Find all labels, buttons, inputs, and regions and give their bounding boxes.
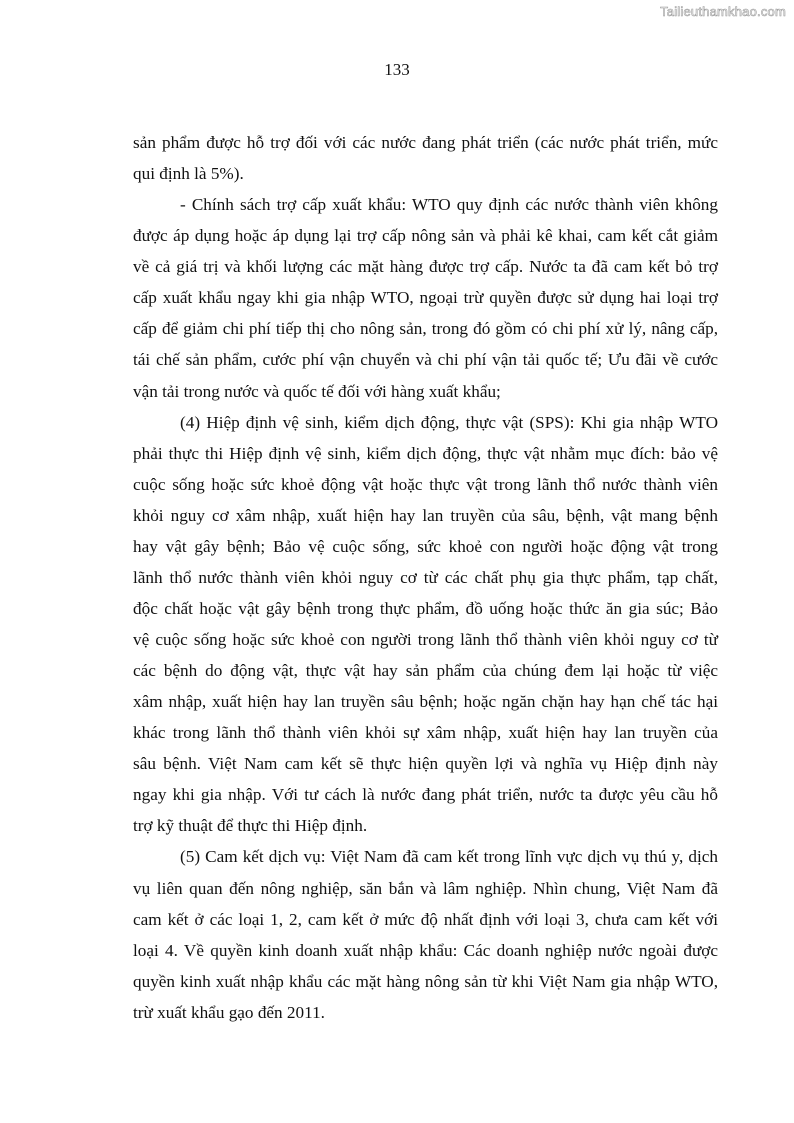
line-text: được áp dụng hoặc áp dụng lại trợ cấp nông sản và phải kê khai, cam kết cắt giảm	[133, 226, 718, 246]
line-text: độc chất hoặc vật gây bệnh trong thực phẩm, đồ uống hoặc thức ăn gia súc; Bảo	[133, 598, 718, 618]
text-line	[133, 907, 718, 938]
line-text: cuộc sống hoặc sức khoẻ động vật hoặc thực vật trong lãnh thổ nước thành viên	[133, 474, 718, 494]
text-line	[133, 565, 718, 596]
text-line	[133, 876, 718, 907]
line-text: qui định là 5%).	[133, 164, 244, 184]
line-text: các bệnh do động vật, thực vật hay sản phẩm của chúng đem lại hoặc từ việc	[133, 661, 718, 681]
line-text: trợ kỹ thuật để thực thi Hiệp định.	[133, 816, 368, 836]
line-text: khỏi nguy cơ xâm nhập, xuất hiện hay lan truyền của sâu, bệnh, vật mang bệnh	[133, 505, 718, 525]
line-text: xâm nhập, xuất hiện hay lan truyền sâu bệnh; hoặc ngăn chặn hay hạn chế tác hại	[133, 692, 718, 712]
text-line	[133, 192, 718, 223]
text-line	[133, 969, 718, 1000]
text-line	[133, 627, 718, 658]
line-text: phải thực thi Hiệp định vệ sinh, kiểm dịch động, thực vật nhằm mục đích: bảo vệ	[133, 443, 718, 463]
line-text: về cả giá trị và khối lượng các mặt hàng được trợ cấp. Nước ta đã cam kết bỏ trợ	[133, 257, 718, 277]
line-text: vận tải trong nước và quốc tế đối với hàng xuất khẩu;	[133, 381, 501, 401]
document-body	[133, 130, 718, 1031]
line-text: tái chế sản phẩm, cước phí vận chuyển và chi phí vận tải quốc tế; Ưu đãi về cước	[133, 350, 718, 370]
text-line	[133, 254, 718, 285]
line-text: (4) Hiệp định vệ sinh, kiểm dịch động, thực vật (SPS): Khi gia nhập WTO	[180, 412, 718, 432]
text-line	[133, 813, 718, 844]
line-text: hay vật gây bệnh; Bảo vệ cuộc sống, sức khoẻ con người hoặc động vật trong	[133, 536, 718, 556]
text-line	[133, 379, 718, 410]
text-line	[133, 441, 718, 472]
line-text: trừ xuất khẩu gạo đến 2011.	[133, 1002, 325, 1022]
text-line	[133, 844, 718, 875]
text-line	[133, 782, 718, 813]
text-line	[133, 285, 718, 316]
text-line	[133, 130, 718, 161]
text-line	[133, 689, 718, 720]
line-text: vụ liên quan đến nông nghiệp, săn bắn và lâm nghiệp. Nhìn chung, Việt Nam đã	[133, 878, 718, 898]
text-line	[133, 316, 718, 347]
watermark-text: Tailieuthamkhao.com	[660, 4, 786, 19]
line-text: khác trong lãnh thổ thành viên khỏi sự xâm nhập, xuất hiện hay lan truyền của	[133, 723, 718, 743]
line-text: - Chính sách trợ cấp xuất khẩu: WTO quy định các nước thành viên không	[180, 195, 718, 215]
line-text: sâu bệnh. Việt Nam cam kết sẽ thực hiện quyền lợi và nghĩa vụ Hiệp định này	[133, 754, 718, 774]
line-text: vệ cuộc sống hoặc sức khoẻ con người trong lãnh thổ thành viên khỏi nguy cơ từ	[133, 630, 718, 649]
text-line	[133, 720, 718, 751]
text-line	[133, 347, 718, 378]
line-text: loại 4. Về quyền kinh doanh xuất nhập khẩu: Các doanh nghiệp nước ngoài được	[133, 940, 718, 960]
text-line	[133, 751, 718, 782]
text-line	[133, 223, 718, 254]
text-line	[133, 1000, 718, 1031]
line-text: cam kết ở các loại 1, 2, cam kết ở mức độ nhất định với loại 3, chưa cam kết với	[133, 909, 718, 929]
line-text: lãnh thổ nước thành viên khỏi nguy cơ từ các chất phụ gia thực phẩm, tạp chất,	[133, 567, 718, 587]
line-text: (5) Cam kết dịch vụ: Việt Nam đã cam kết trong lĩnh vực dịch vụ thú y, dịch	[180, 847, 718, 867]
text-line	[133, 410, 718, 441]
text-line	[133, 503, 718, 534]
line-text: cấp để giảm chi phí tiếp thị cho nông sản, trong đó gồm có chi phí xử lý, nâng cấp,	[133, 319, 718, 339]
line-text: cấp xuất khẩu ngay khi gia nhập WTO, ngoại trừ quyền được sử dụng hai loại trợ	[133, 288, 718, 308]
text-line	[133, 534, 718, 565]
line-text: sản phẩm được hỗ trợ đối với các nước đang phát triển (các nước phát triển, mức	[133, 133, 718, 152]
text-line	[133, 161, 718, 192]
line-text: ngay khi gia nhập. Với tư cách là nước đang phát triển, nước ta được yêu cầu hỗ	[133, 785, 718, 805]
text-line	[133, 938, 718, 969]
text-line	[133, 596, 718, 627]
text-line	[133, 472, 718, 503]
line-text: quyền kinh xuất nhập khẩu các mặt hàng nông sản từ khi Việt Nam gia nhập WTO,	[133, 971, 718, 991]
text-line	[133, 658, 718, 689]
page-number: 133	[384, 60, 410, 79]
